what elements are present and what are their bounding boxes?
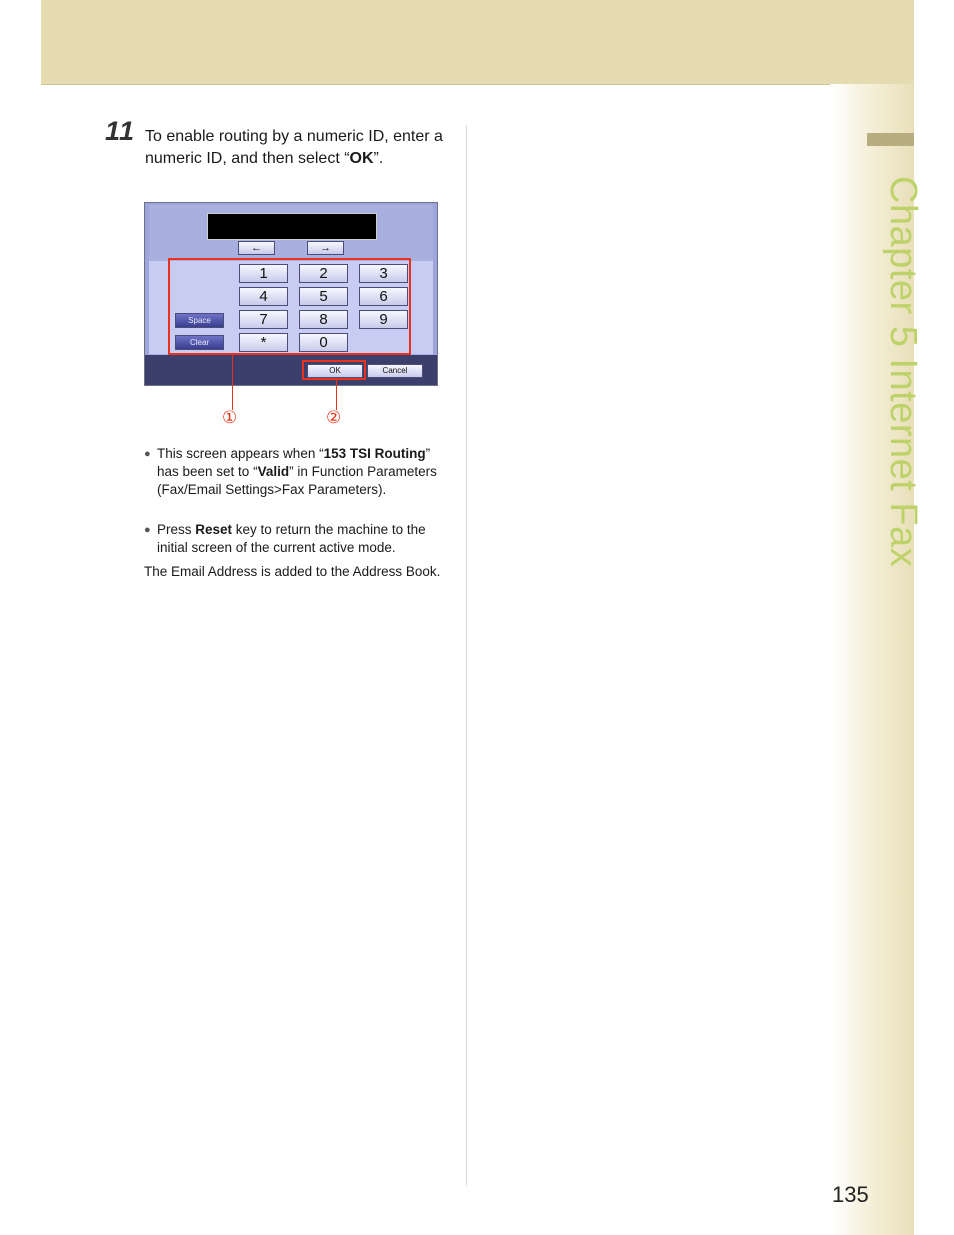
space-button[interactable]: Space — [175, 313, 224, 328]
ok-highlight-box — [302, 360, 366, 380]
cancel-button[interactable]: Cancel — [367, 364, 423, 378]
ok-button[interactable]: OK — [307, 364, 363, 378]
note-text-bold: 153 TSI Routing — [323, 446, 426, 461]
chapter-title: Chapter 5 Internet Fax — [882, 176, 924, 568]
note-text-part: ” has been set to “ — [157, 446, 431, 479]
key-7[interactable]: 7 — [239, 310, 288, 329]
note-text — [144, 521, 444, 557]
note-text-part: key to return the machine to the initial screen of the current active mode. — [157, 522, 426, 555]
callout-number-2: ② — [326, 408, 342, 428]
note-text-bold: Reset — [195, 522, 233, 537]
key-0[interactable]: 0 — [299, 333, 348, 352]
page-number: 135 — [832, 1182, 869, 1207]
step-text-suffix: ”. — [373, 150, 384, 167]
key-5[interactable]: 5 — [299, 287, 348, 306]
note-text — [144, 445, 444, 499]
bullet-icon: ● — [144, 524, 151, 536]
note-text-part: This screen appears when “ — [157, 446, 324, 461]
clear-button[interactable]: Clear — [175, 335, 224, 350]
header-band — [41, 0, 914, 85]
step-number: 11 — [105, 116, 136, 146]
bullet-icon: ● — [144, 448, 151, 460]
callout-line-2 — [336, 380, 337, 410]
note-text-part: ” in Function Parameters (Fax/Email Settings>Fax Parameters). — [157, 464, 437, 497]
key-4[interactable]: 4 — [239, 287, 288, 306]
key-6[interactable]: 6 — [359, 287, 408, 306]
result-text: The Email Address is added to the Address Book. — [144, 564, 441, 579]
callout-number-1: ① — [222, 408, 238, 428]
cursor-right-button[interactable]: → — [307, 241, 344, 255]
key-star[interactable]: * — [239, 333, 288, 352]
key-1[interactable]: 1 — [239, 264, 288, 283]
note-text-part: Press — [157, 522, 196, 537]
note-item — [144, 521, 444, 557]
cursor-left-button[interactable]: ← — [238, 241, 275, 255]
note-item — [144, 445, 444, 499]
id-display-field — [207, 213, 377, 240]
column-divider — [466, 125, 467, 1185]
note-text-bold: Valid — [257, 464, 290, 479]
key-8[interactable]: 8 — [299, 310, 348, 329]
step-instruction — [145, 126, 445, 170]
step-text-bold: OK — [349, 150, 374, 167]
step-text-prefix: To enable routing by a numeric ID, enter a numeric ID, and then select “ — [145, 128, 443, 167]
key-2[interactable]: 2 — [299, 264, 348, 283]
key-9[interactable]: 9 — [359, 310, 408, 329]
keypad-highlight-box — [168, 258, 411, 355]
chapter-tab-marker — [867, 133, 914, 146]
key-3[interactable]: 3 — [359, 264, 408, 283]
callout-line-1 — [232, 355, 233, 410]
